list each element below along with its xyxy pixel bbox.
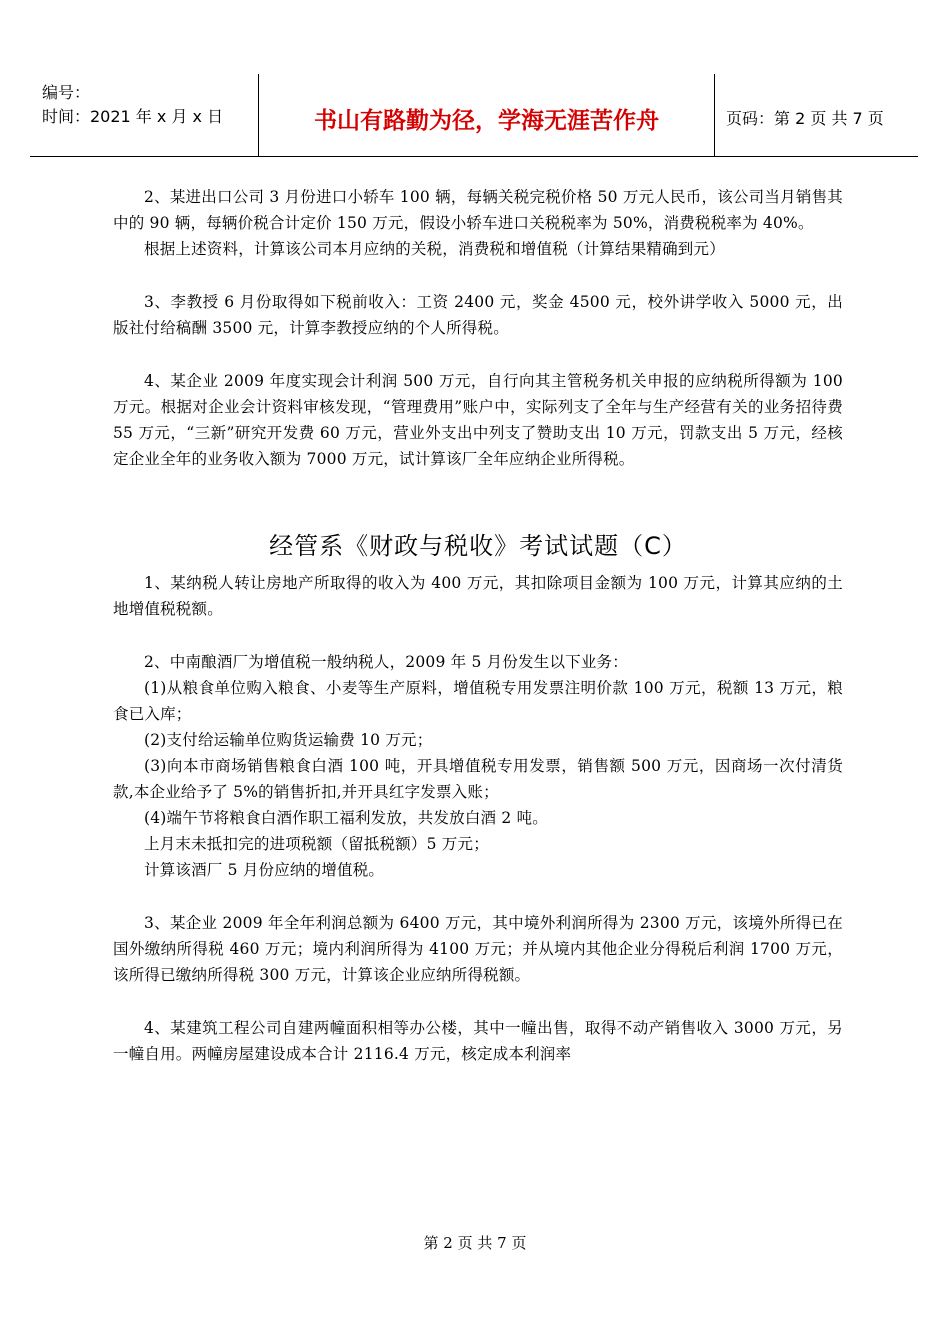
motto: 书山有路勤为径，学海无涯苦作舟 <box>314 108 659 134</box>
time-label: 时间：2021 年 x 月 x 日 <box>42 107 224 126</box>
c-question-4: 4、某建筑工程公司自建两幢面积相等办公楼，其中一幢出售，取得不动产销售收入 3000 万元，另一幢自用。两幢房屋建设成本合计 2116.4 万元，核定成本利润率 <box>113 1019 843 1063</box>
question-2-requirement: 根据上述资料，计算该公司本月应纳的关税，消费税和增值税（计算结果精确到元） <box>144 240 725 258</box>
question-3-paragraph: 3、李教授 6 月份取得如下税前收入：工资 2400 元，奖金 4500 元，校外讲学收入 5000 元，出版社付给稿酬 3500 元，计算李教授应纳的个人所得税。 <box>113 293 843 337</box>
c-question-2-item-1: (1)从粮食单位购入粮食、小麦等生产原料，增值税专用发票注明价款 100 万元，税额 13 万元，粮食已入库； <box>113 679 843 723</box>
c-question-2-intro: 2、中南酿酒厂为增值税一般纳税人，2009 年 5 月份发生以下业务： <box>144 653 628 671</box>
c-question-2-item-5: 上月末未抵扣完的进项税额（留抵税额）5 万元； <box>144 835 489 853</box>
page-header <box>30 74 918 157</box>
header-middle-cell <box>258 74 715 156</box>
c-question-1: 1、某纳税人转让房地产所取得的收入为 400 万元，其扣除项目金额为 100 万元，计算其应纳的土地增值税税额。 <box>113 574 843 618</box>
c-question-2-requirement: 计算该酒厂 5 月份应纳的增值税。 <box>144 861 385 879</box>
header-left-cell <box>30 74 258 156</box>
page-info: 页码：第 2 页 共 7 页 <box>726 109 884 128</box>
document-body <box>113 184 843 1067</box>
page-footer: 第 2 页 共 7 页 <box>423 1234 527 1252</box>
number-label: 编号： <box>42 83 91 102</box>
header-right-cell <box>714 74 918 156</box>
exam-title: 经管系《财政与税收》考试试题（C） <box>269 532 687 560</box>
question-4-paragraph: 4、某企业 2009 年度实现会计利润 500 万元，自行向其主管税务机关申报的应纳税所得额为 100 万元。根据对企业会计资料审核发现，“管理费用”账户中，实际列支了全年与生产经营有关的业务招待费 55 万元，“三新”研究开发费 60 万元，营业外支出中列支了赞助支出 10 万元，罚款支出 5 万元，经核定企业全年的业务收入额为 7000 万元，试计算该厂全年应纳企业所得税。 <box>113 372 843 468</box>
c-question-3: 3、某企业 2009 年全年利润总额为 6400 万元，其中境外利润所得为 2300 万元，该境外所得已在国外缴纳所得税 460 万元；境内利润所得为 4100 万元；并从境内其他企业分得税后利润 1700 万元，该所得已缴纳所得税 300 万元，计算该企业应纳所得税额。 <box>113 914 843 984</box>
question-2-paragraph: 2、某进出口公司 3 月份进口小轿车 100 辆，每辆关税完税价格 50 万元人民币，该公司当月销售其中的 90 辆，每辆价税合计定价 150 万元，假设小轿车进口关税税率为 50%，消费税税率为 40%。 <box>113 188 843 232</box>
c-question-2-item-4: (4)端午节将粮食白酒作职工福利发放，共发放白酒 2 吨。 <box>144 809 548 827</box>
c-question-2-item-3: (3)向本市商场销售粮食白酒 100 吨，开具增值税专用发票，销售额 500 万元，因商场一次付清货款,本企业给予了 5%的销售折扣,并开具红字发票入账； <box>113 757 843 801</box>
c-question-2-item-2: (2)支付给运输单位购货运输费 10 万元； <box>144 731 433 749</box>
